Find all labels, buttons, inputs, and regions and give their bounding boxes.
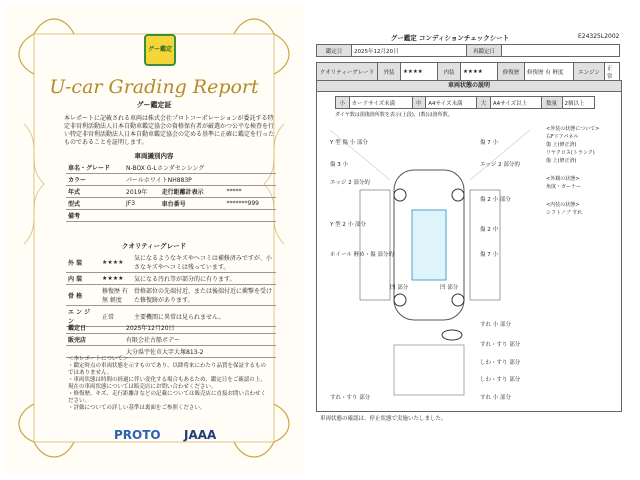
year-label: 年式 xyxy=(66,186,124,198)
vehicle-state-title: 車両状態の説明 xyxy=(317,81,621,92)
interior-label: 内装 xyxy=(438,63,461,82)
appraisal-dates-table xyxy=(316,44,620,57)
damage-label: 傷 7 小 xyxy=(480,252,498,258)
appraisal-info-table xyxy=(66,322,276,358)
damage-label: ホイール 軽め・傷 部分的 xyxy=(330,252,394,258)
damage-label: 凹 部分 xyxy=(440,285,459,291)
sheet-footer: 車両状態の確認は、停止状態で実施いたしました。 xyxy=(320,416,447,422)
report-notes xyxy=(68,356,268,412)
car-damage-diagram xyxy=(330,130,550,410)
vehicle-info-table xyxy=(66,162,276,222)
note-item: ・評価についての詳しい基準は裏面をご参照ください。 xyxy=(68,405,206,411)
size-small-desc: カードサイズ未満 xyxy=(349,97,412,109)
quality-stars: ★★★★ xyxy=(100,273,132,285)
condition-note: 右Fドアパネル xyxy=(546,134,579,140)
condition-note: 角度・ガーナー xyxy=(546,184,582,190)
condition-note: 傷 上(修正済) xyxy=(546,158,577,164)
quality-label: 外 装 xyxy=(66,252,100,273)
damage-label: Y 型 傷 小 部分 xyxy=(330,140,368,146)
grading-certificate xyxy=(4,4,304,474)
size-large-desc: A4サイズ以上 xyxy=(490,97,541,109)
quality-row xyxy=(66,273,276,285)
appraisal-date-value: 2025年12月20日 xyxy=(124,322,276,334)
exterior-stars: ★★★★ xyxy=(401,63,438,82)
quality-stars: ★★★★ xyxy=(100,252,132,273)
appraisal-date-label: 鑑定日 xyxy=(66,322,124,334)
store-address: 大分県宇佐市大字大塚813-2 xyxy=(124,346,276,358)
quality-section-title: クオリティーグレード xyxy=(121,242,187,250)
damage-label: すれ 小 部分 xyxy=(480,395,511,401)
type-row xyxy=(66,198,276,210)
condition-note: <内装の状態> xyxy=(546,202,580,208)
model-value: N-BOX G-Lホンダセンシング xyxy=(124,162,276,174)
proto-logo: PROTO xyxy=(114,428,161,442)
engine-label: エンジン xyxy=(574,63,605,82)
quality-label: 内 装 xyxy=(66,273,100,285)
damage-size-legend xyxy=(335,96,595,109)
grade-label: クオリティーグレード xyxy=(317,63,378,82)
size-medium-desc: A4サイズ未満 xyxy=(426,97,477,109)
vehicle-section-title: 車両識別内容 xyxy=(134,152,174,160)
repair-label: 修復歴 xyxy=(498,63,525,82)
size-small-label: 小 xyxy=(336,97,350,109)
damage-label: すれ 小 部分 xyxy=(480,322,511,328)
type-label: 型式 xyxy=(66,198,124,210)
engine-value: 正常 xyxy=(605,63,620,82)
quality-label: エ ン ジ ン xyxy=(66,306,100,327)
size-large-label: 大 xyxy=(477,97,491,109)
model-row xyxy=(66,162,276,174)
year-value: 2019年 xyxy=(124,186,160,198)
note-item: ・車両状態は時間の経過に伴い変化する場合もあるため、鑑定日をご確認の上、現在の車両状態については販売店にお問い合わせください。 xyxy=(68,377,266,390)
condition-note: <外装の状態について> xyxy=(546,126,600,132)
quality-row xyxy=(66,285,276,306)
quality-label: 骨 格 xyxy=(66,285,100,306)
notes-header: ＜本レポートについて＞ xyxy=(68,356,129,362)
damage-label: しわ・すり 部分 xyxy=(480,377,521,383)
interior-stars: ★★★★ xyxy=(461,63,498,82)
document-id: E24325L2002 xyxy=(578,33,620,40)
condition-note: シフトノブ すれ xyxy=(546,210,583,216)
damage-label: Y 型 2 小 部分 xyxy=(330,222,366,228)
sheet-title: グー鑑定 コンディションチェックシート xyxy=(390,34,510,42)
damage-label: 傷 2 中 xyxy=(480,227,498,233)
damage-label: 傷 2 小 部分 xyxy=(480,197,511,203)
condition-note: リヤクロス(トランク) xyxy=(546,150,595,156)
quantity-label: 数量 xyxy=(541,97,562,109)
certificate-title: U-car Grading Report xyxy=(49,76,259,98)
damage-label: エッジ 2 部分的 xyxy=(330,180,370,186)
condition-note: <外観の状態> xyxy=(546,176,580,182)
condition-notes xyxy=(546,125,618,217)
repair-value: 修復歴 有 軽度 xyxy=(525,63,574,82)
store-label: 販売店 xyxy=(66,334,124,346)
store-value: 有限会社古船ボデー xyxy=(124,334,276,346)
quality-text: 骨格部位の先端付近、または後端付近に衝撃を受けた修復跡があります。 xyxy=(132,285,276,306)
jaaa-logo: JAAA xyxy=(184,428,217,442)
certificate-intro: 本レポートに記載される車両は株式会社プロトコーポレーションが委託する特定非営利活動法人日本自動車鑑定協会の資格保有者が厳選かつ公平な検査を行い特定非営利活動法人日本自動車鑑定協会の定める基準に正確に鑑定を行ったものであることを証明します。 xyxy=(64,115,275,146)
damage-label: 傷 3 小 xyxy=(330,162,348,168)
certificate-subtitle: グー鑑定証 xyxy=(136,101,172,109)
color-label: カラー xyxy=(66,174,124,186)
damage-label: しわ・すり 部分 xyxy=(480,360,521,366)
remarks-row xyxy=(66,210,276,222)
exterior-label: 外装 xyxy=(378,63,401,82)
reappraisal-label: 再鑑定日 xyxy=(467,45,502,57)
size-medium-label: 中 xyxy=(412,97,426,109)
sheet-date-label: 鑑定日 xyxy=(317,45,352,57)
type-value: JF3 xyxy=(124,198,160,210)
quality-table xyxy=(66,252,276,327)
quantity-desc: 2個以上 xyxy=(562,97,594,109)
mileage-label: 走行距離計表示 xyxy=(160,186,225,198)
goo-seal-logo: グー鑑定 xyxy=(144,34,176,66)
legend-note: ダイヤ数は損傷箇所数を表示(上段)、(数)は箇所数。 xyxy=(335,112,453,118)
damage-label: 凹 部分 xyxy=(390,285,409,291)
damage-label: すれ・すり 部分 xyxy=(330,395,371,401)
damage-label: エッジ 2 部分的 xyxy=(480,162,520,168)
quality-stars: 正常 xyxy=(100,306,132,327)
damage-label: 傷 7 小 xyxy=(480,140,498,146)
reappraisal-value xyxy=(502,45,620,57)
year-row xyxy=(66,186,276,198)
quality-grade-table xyxy=(316,62,620,82)
sheet-date-value: 2025年12月20日 xyxy=(352,45,467,57)
note-item: ・修復歴、キズ、走行距離計などの記載については販売店に直接お問い合わせください。 xyxy=(68,391,266,404)
condition-note: 傷 上(修正済) xyxy=(546,142,577,148)
vin-label: 車台番号 xyxy=(160,198,225,210)
note-item: ・鑑定時点の車両状態を示すものであり、以降将来にわたり品質を保証するものではありません。 xyxy=(68,363,267,376)
quality-text: 気になるようなキズやヘコミは補修済みですが、小さなキズやヘコミは残っています。 xyxy=(132,252,276,273)
quality-text: 主要機関に異常は見られません。 xyxy=(132,306,276,327)
vin-value: *******999 xyxy=(225,198,276,210)
model-label: 車名・グレード xyxy=(66,162,124,174)
color-row xyxy=(66,174,276,186)
quality-text: 気になる汚れ等が部分的に有ります。 xyxy=(132,273,276,285)
remarks-label: 備考 xyxy=(66,210,124,222)
damage-label: すれ・すり 部分 xyxy=(480,342,521,348)
quality-row xyxy=(66,252,276,273)
color-value: パールホワイトNH883P xyxy=(124,174,276,186)
mileage-value: ***** xyxy=(225,186,276,198)
quality-stars: 修復歴 有 無 軽度 xyxy=(100,285,132,306)
